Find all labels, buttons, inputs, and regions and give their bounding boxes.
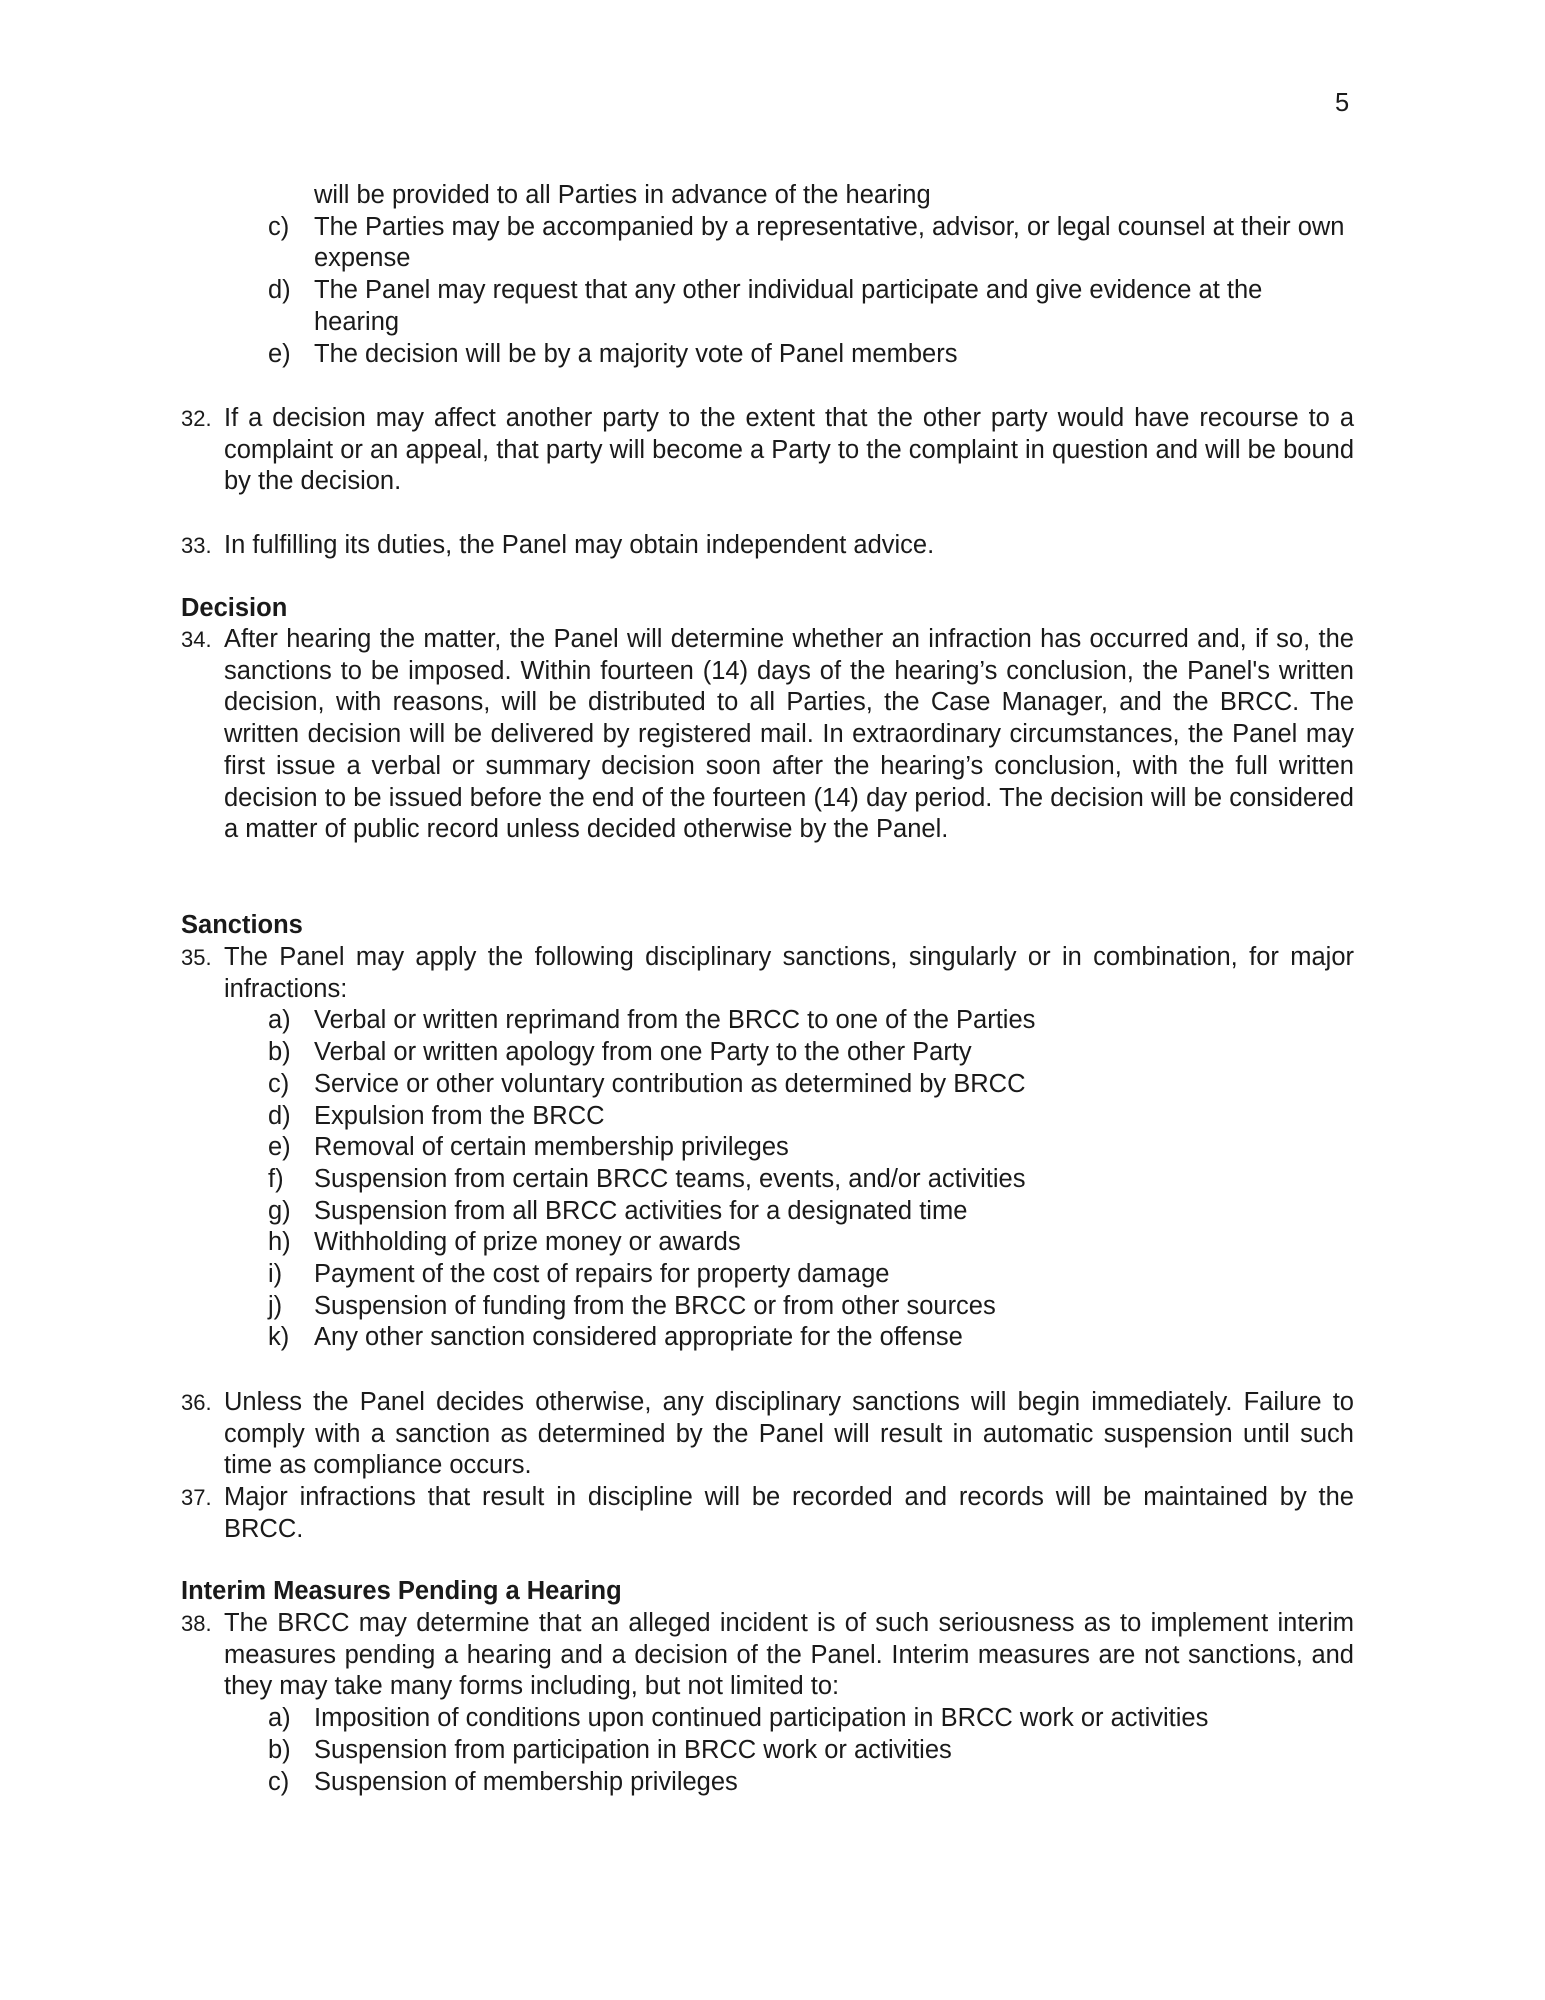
list-item-text: will be provided to all Parties in advance of the hearing	[314, 181, 931, 209]
list-item	[0, 1322, 1545, 1354]
list-item	[0, 275, 1545, 338]
list-item	[0, 1101, 1545, 1133]
paragraph-38	[0, 1608, 1545, 1798]
list-item-label: a)	[268, 1704, 291, 1733]
list-item	[0, 1735, 1545, 1767]
paragraph-text: After hearing the matter, the Panel will determine whether an infraction has occurred and, if so, the sanctions to be imposed. Within fourteen (14) days of the hearing’s conclusion, the Panel's written decision, with reasons, will be distributed to all Parties, the Case Manager, and the BRCC. The written decision will be delivered by registered mail. In extraordinary circumstances, the Panel may first issue a verbal or summary decision soon after the hearing’s conclusion, with the full written decision to be issued before the end of the fourteen (14) day period. The decision will be considered a matter of public record unless decided otherwise by the Panel.	[224, 625, 1354, 844]
paragraph-37	[0, 1482, 1545, 1545]
list-item	[0, 339, 1545, 371]
list-item-label: b)	[268, 1735, 291, 1764]
list-item-b-tail	[0, 180, 1545, 212]
paragraph-text: The BRCC may determine that an alleged incident is of such seriousness as to implement interim measures pending a hearing and a decision of the Panel. Interim measures are not sanctions, and they may take many forms including, but not limited to:	[224, 1609, 1354, 1701]
section-heading: Interim Measures Pending a Hearing	[181, 1577, 622, 1605]
paragraph-number: 33.	[181, 533, 212, 558]
list-item-label: b)	[268, 1038, 291, 1067]
list-item	[0, 1259, 1545, 1291]
page-number: 5	[1335, 89, 1350, 117]
paragraph-number: 38.	[181, 1611, 212, 1636]
list-item-label: c)	[268, 1767, 290, 1796]
list-item-text: Removal of certain membership privileges	[314, 1133, 789, 1162]
list-item-text: Withholding of prize money or awards	[314, 1228, 741, 1257]
list-item	[0, 1037, 1545, 1069]
paragraph-text: If a decision may affect another party to the extent that the other party would have recourse to a complaint or an appeal, that party will become a Party to the complaint in question and will be bound by the decision.	[224, 404, 1354, 496]
paragraph-text: Unless the Panel decides otherwise, any disciplinary sanctions will begin immediately. Failure to comply with a sanction as determined by the Panel will result in automatic suspension until such time as compliance occurs.	[224, 1388, 1354, 1480]
list-item	[0, 1132, 1545, 1164]
list-item-text: Expulsion from the BRCC	[314, 1101, 605, 1130]
paragraph-number: 35.	[181, 945, 212, 970]
list-item-label: e)	[268, 339, 291, 368]
list-item-text: Verbal or written apology from one Party to the other Party	[314, 1038, 972, 1067]
paragraph-number: 37.	[181, 1485, 212, 1510]
paragraph-number: 32.	[181, 406, 212, 431]
paragraph-35	[0, 942, 1545, 1354]
list-continuation	[0, 180, 1545, 370]
section-heading: Sanctions	[181, 911, 303, 939]
list-item-text: Suspension from certain BRCC teams, events, and/or activities	[314, 1164, 1026, 1193]
list-item-label: h)	[268, 1228, 291, 1257]
list-item-label: i)	[268, 1260, 283, 1289]
list-item-text: Any other sanction considered appropriate for the offense	[314, 1323, 963, 1352]
paragraph-text: The Panel may apply the following disciplinary sanctions, singularly or in combination, for major infractions:	[224, 943, 1354, 1003]
list-item-label: j)	[268, 1291, 283, 1320]
list-item	[0, 1069, 1545, 1101]
list-item-label: d)	[268, 1101, 291, 1130]
list-item	[0, 212, 1545, 275]
list-item-text: Suspension from all BRCC activities for a designated time	[314, 1196, 968, 1225]
paragraph-33	[0, 530, 1545, 562]
paragraph-text: Major infractions that result in discipline will be recorded and records will be maintained by the BRCC.	[224, 1483, 1354, 1543]
paragraph-34	[0, 624, 1545, 846]
paragraph-number: 34.	[181, 627, 212, 652]
list-item	[0, 1227, 1545, 1259]
list-item	[0, 1196, 1545, 1228]
list-item-text: The Parties may be accompanied by a representative, advisor, or legal counsel at their own expense	[314, 212, 1345, 273]
list-item-text: Payment of the cost of repairs for property damage	[314, 1260, 890, 1289]
list-item-label: c)	[268, 212, 290, 241]
list-item-label: a)	[268, 1006, 291, 1035]
list-item	[0, 1703, 1545, 1735]
list-item-label: e)	[268, 1133, 291, 1162]
list-item-label: d)	[268, 276, 291, 305]
section-heading: Decision	[181, 594, 288, 622]
list-item-label: g)	[268, 1196, 291, 1225]
list-item-label: f)	[268, 1164, 284, 1193]
paragraph-text: In fulfilling its duties, the Panel may obtain independent advice.	[224, 531, 935, 559]
list-item-text: Suspension of membership privileges	[314, 1767, 738, 1796]
list-item	[0, 1767, 1545, 1799]
list-item-text: Suspension from participation in BRCC work or activities	[314, 1735, 952, 1764]
list-item-text: Imposition of conditions upon continued participation in BRCC work or activities	[314, 1704, 1209, 1733]
list-item-text: The decision will be by a majority vote of Panel members	[314, 339, 958, 368]
list-item	[0, 1291, 1545, 1323]
list-item	[0, 1164, 1545, 1196]
list-item-text: Suspension of funding from the BRCC or from other sources	[314, 1291, 996, 1320]
list-item-label: c)	[268, 1069, 290, 1098]
list-item	[0, 1005, 1545, 1037]
paragraph-32	[0, 403, 1545, 498]
list-item-text: Verbal or written reprimand from the BRCC to one of the Parties	[314, 1006, 1036, 1035]
paragraph-36	[0, 1387, 1545, 1482]
list-item-text: The Panel may request that any other individual participate and give evidence at the hearing	[314, 276, 1263, 336]
list-item-label: k)	[268, 1323, 290, 1352]
paragraph-number: 36.	[181, 1390, 212, 1415]
list-item-text: Service or other voluntary contribution as determined by BRCC	[314, 1069, 1026, 1098]
